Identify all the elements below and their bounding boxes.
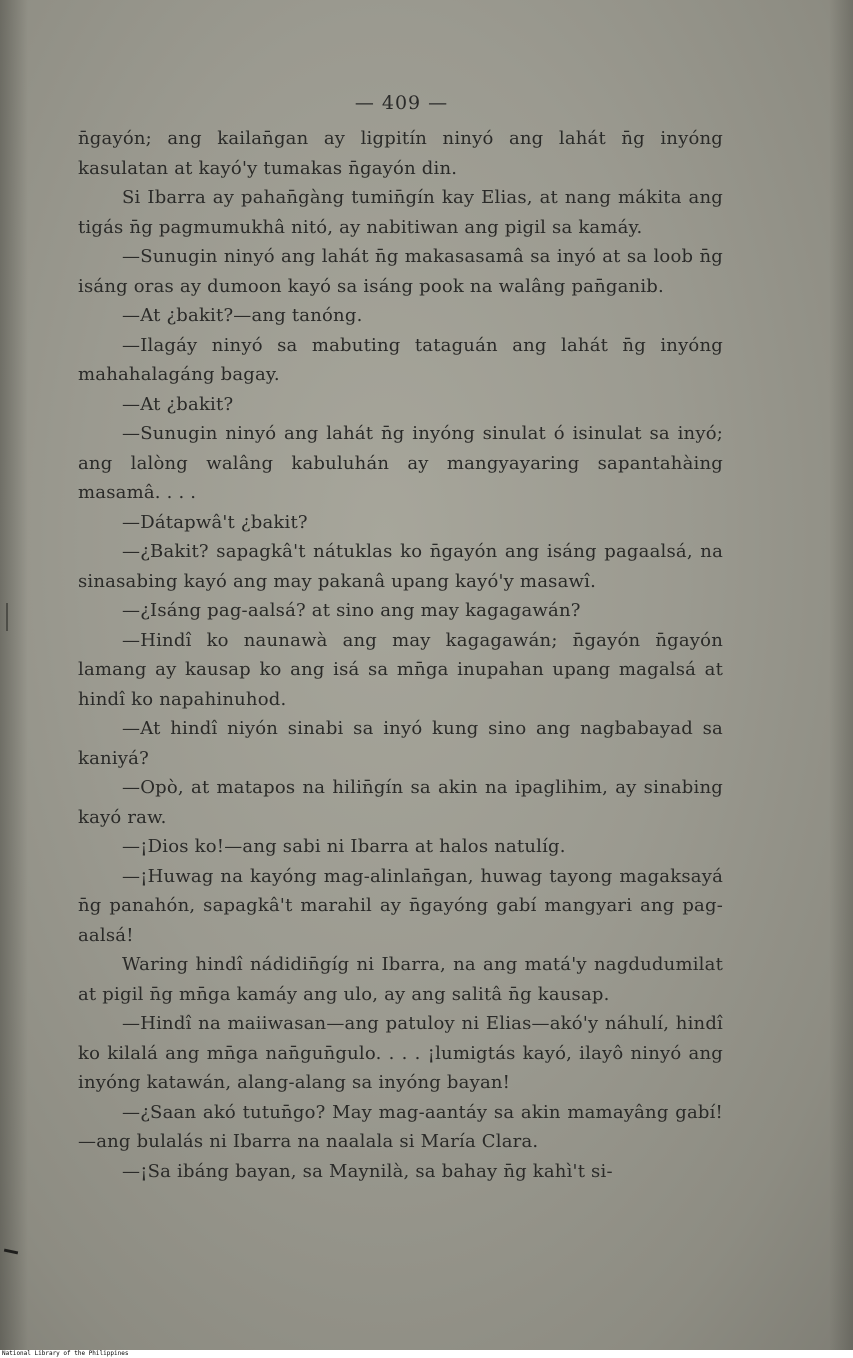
paragraph: Waring hindî nádidin̄gíg ni Ibarra, na ang matá'y nagdudumilat at pigil n̄g mn̄ga kamáy ang ulo, ay ang salitâ n̄g kausap.	[78, 954, 723, 1005]
paragraph: —At ¿bakit?—ang tanóng.	[122, 305, 363, 326]
body-text	[78, 124, 723, 1186]
paragraph: —¿Isáng pag-aalsá? at sino ang may kagagawán?	[122, 600, 581, 621]
paragraph: —¡Dios ko!—ang sabi ni Ibarra at halos natulíg.	[122, 836, 566, 857]
paragraph: —¿Bakit? sapagkâ't nátuklas ko n̄gayón ang isáng pagaalsá, na sinasabing kayó ang may pakanâ upang kayó'y masawî.	[78, 541, 723, 592]
paragraph: —Sunugin ninyó ang lahát n̄g inyóng sinulat ó isinulat sa inyó; ang lalòng walâng kabuluhán ay mangyayaring sapantahàing masamâ. . . .	[78, 423, 723, 503]
paragraph: —Dátapwâ't ¿bakit?	[122, 511, 308, 533]
paragraph: —Ilagáy ninyó sa mabuting tataguán ang lahát n̄g inyóng mahahalagáng bagay.	[78, 334, 723, 385]
paragraph: n̄gayón; ang kailan̄gan ay ligpitín ninyó ang lahát n̄g inyóng kasulatan at kayó'y tumakas n̄gayón din.	[78, 128, 723, 179]
paragraph: —¡Sa ibáng bayan, sa Maynilà, sa bahay n̄g kahì't si-	[122, 1160, 613, 1182]
paragraph: —Sunugin ninyó ang lahát n̄g makasasamâ sa inyó at sa loob n̄g isáng oras ay dumoon kayó sa isáng pook na walâng pan̄ganib.	[78, 246, 723, 297]
library-credit: National Library of the Philippines	[2, 1350, 129, 1357]
page-number: — 409 —	[354, 92, 449, 114]
paragraph: —Hindî na maiiwasan—ang patuloy ni Elias—akó'y náhulí, hindî ko kilalá ang mn̄ga nan̄gun̄gulo. . . . ¡lumigtás kayó, ilayô ninyó ang inyóng katawán, alang-alang sa inyóng bayan!	[78, 1013, 723, 1093]
paragraph: —Hindî ko naunawà ang may kagagawán; n̄gayón n̄gayón lamang ay kausap ko ang isá sa mn̄ga inupahan upang magalsá at hindî ko napahinuhod.	[78, 629, 723, 710]
page-edge-shadow-right	[829, 0, 853, 1350]
margin-mark	[6, 603, 8, 631]
paragraph: —¿Saan akó tutun̄go? May mag-aantáy sa akin mamayâng gabí!—ang bulalás ni Ibarra na naalala si María Clara.	[78, 1101, 723, 1152]
paragraph: —¡Huwag na kayóng mag-alinlan̄gan, huwag tayong magaksayá n̄g panahón, sapagkâ't marahil ay n̄gayóng gabí mangyari ang pag-aalsá!	[78, 865, 723, 946]
page-edge-shadow-left	[0, 0, 28, 1350]
paragraph: —Opò, at matapos na hilin̄gín sa akin na ipaglihim, ay sinabing kayó raw.	[78, 777, 723, 828]
paragraph: —At hindî niyón sinabi sa inyó kung sino ang nagbabayad sa kaniyá?	[78, 718, 723, 769]
paragraph: —At ¿bakit?	[122, 393, 234, 415]
paragraph: Si Ibarra ay pahan̄gàng tumin̄gín kay Elias, at nang mákita ang tigás n̄g pagmumukhâ nitó, ay nabitiwan ang pigil sa kamáy.	[78, 187, 723, 238]
